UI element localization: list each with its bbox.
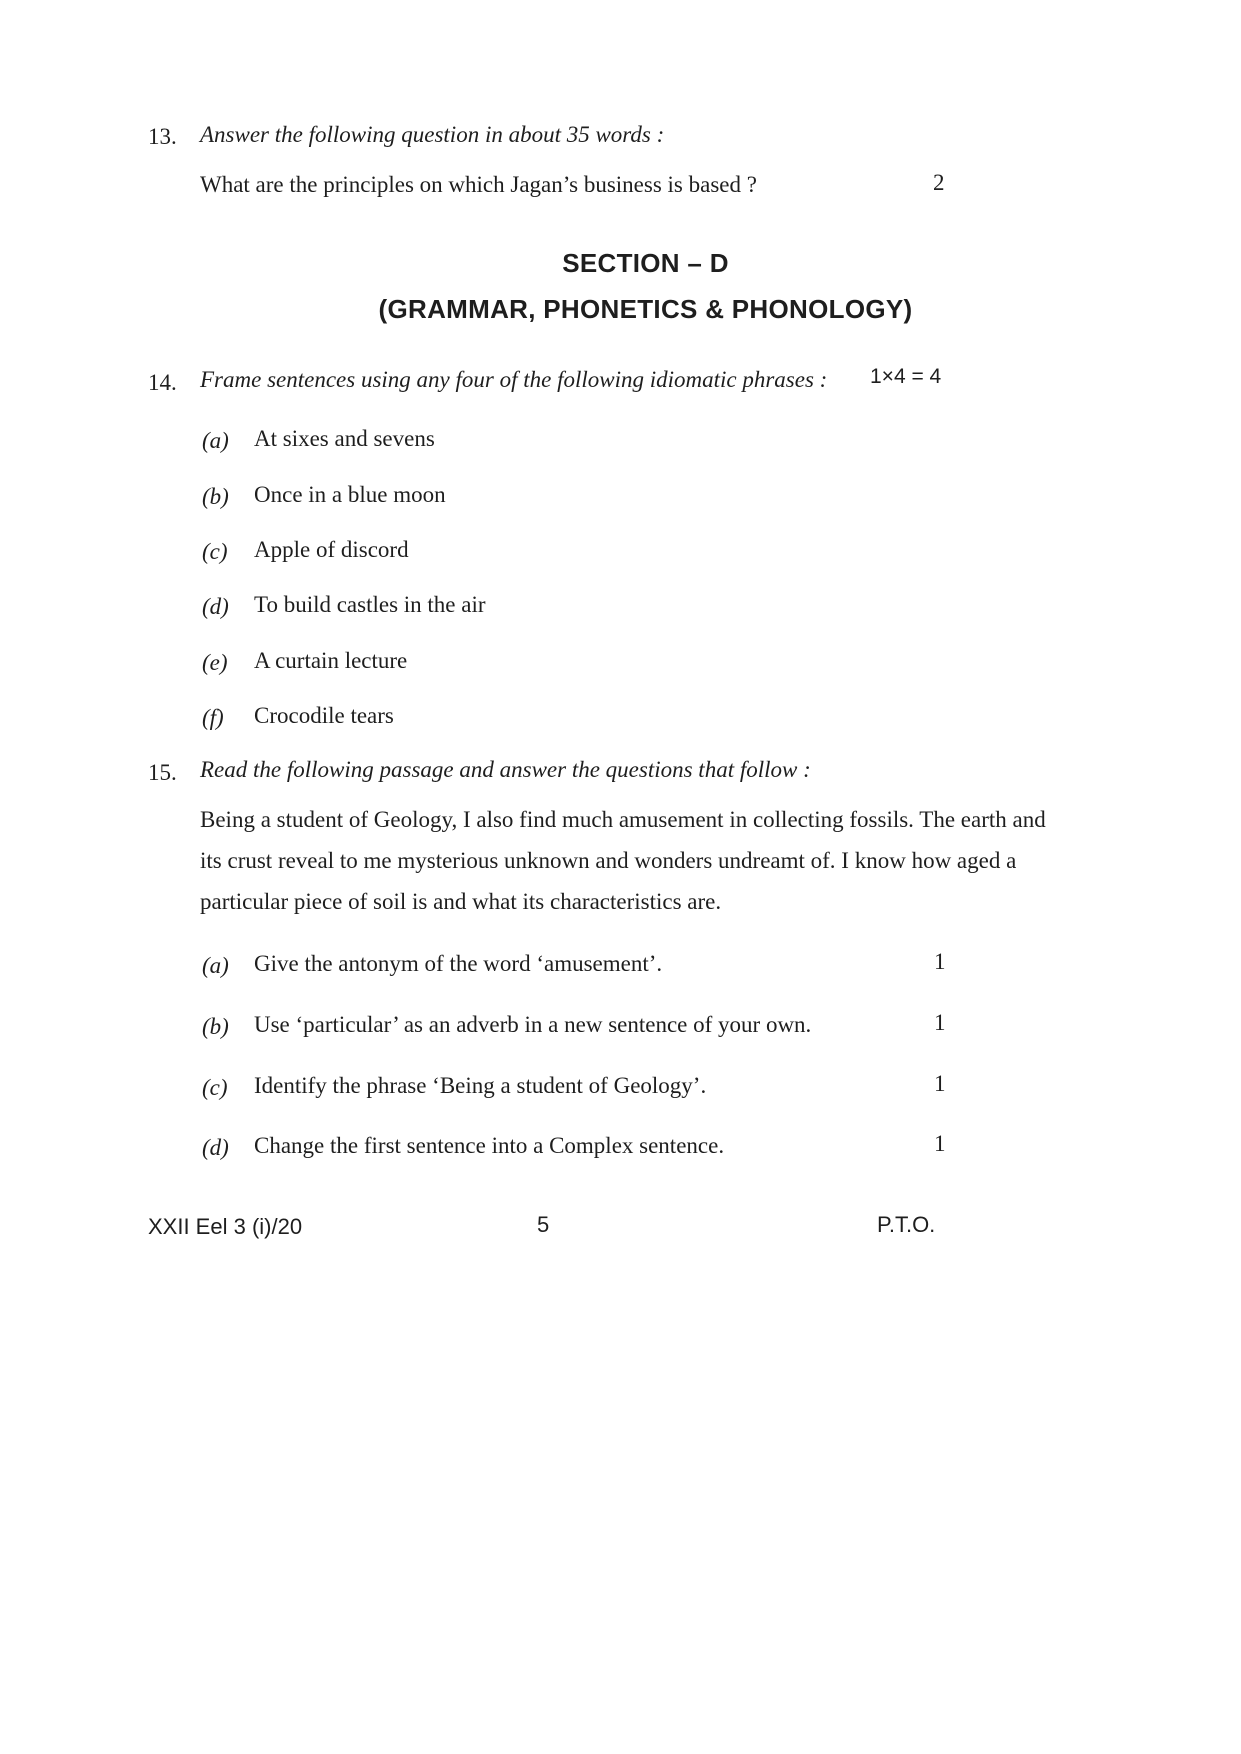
q14-item-label: (c) <box>202 539 228 564</box>
q15-item-text: Change the first sentence into a Complex sentence. <box>254 1133 725 1158</box>
q13-instruction: Answer the following question in about 35 words : <box>200 122 665 147</box>
q14-item-label: (a) <box>202 428 229 453</box>
q13-marks: 2 <box>933 170 945 195</box>
q15-item-text: Use ‘particular’ as an adverb in a new sentence of your own. <box>254 1012 812 1037</box>
q14-item-text: Crocodile tears <box>254 703 394 728</box>
q15-item-text: Identify the phrase ‘Being a student of Geology’. <box>254 1073 707 1098</box>
q14-item-label: (b) <box>202 484 229 509</box>
q15-item-marks: 1 <box>934 1071 946 1096</box>
footer-page-number: 5 <box>537 1212 550 1237</box>
q13-number: 13. <box>148 124 177 149</box>
q14-item-text: At sixes and sevens <box>254 426 435 451</box>
q15-passage: Being a student of Geology, I also find much amusement in collecting fossils. The earth and its crust reveal to me mysterious unknown and wonders undreamt of. I know how aged a particular piece of soil is and what its characteristics are. <box>200 807 1046 914</box>
q15-item-label: (d) <box>202 1135 229 1160</box>
q15-number: 15. <box>148 760 177 785</box>
q14-item-label: (d) <box>202 594 229 619</box>
q15-instruction: Read the following passage and answer the questions that follow : <box>200 757 811 782</box>
q15-item-label: (c) <box>202 1075 228 1100</box>
section-subtitle: (GRAMMAR, PHONETICS & PHONOLOGY) <box>378 294 913 324</box>
q14-item-label: (e) <box>202 650 228 675</box>
footer-code: XXII Eel 3 (i)/20 <box>148 1214 303 1239</box>
q15-item-marks: 1 <box>934 1131 946 1156</box>
q15-item-text: Give the antonym of the word ‘amusement’. <box>254 951 663 976</box>
q14-instruction: Frame sentences using any four of the following idiomatic phrases : <box>200 367 828 392</box>
q15-item-label: (b) <box>202 1014 229 1039</box>
q14-item-text: A curtain lecture <box>254 648 408 673</box>
q15-item-marks: 1 <box>934 1010 946 1035</box>
footer-pto: P.T.O. <box>877 1212 936 1237</box>
section-title: SECTION – D <box>562 248 729 278</box>
q14-number: 14. <box>148 370 177 395</box>
q14-item-text: To build castles in the air <box>254 592 486 617</box>
q13-question: What are the principles on which Jagan’s business is based ? <box>200 172 757 197</box>
q14-item-text: Once in a blue moon <box>254 482 446 507</box>
q15-item-marks: 1 <box>934 949 946 974</box>
q14-item-text: Apple of discord <box>254 537 409 562</box>
q15-item-label: (a) <box>202 953 229 978</box>
q14-marks: 1×4 = 4 <box>870 365 942 388</box>
q14-item-label: (f) <box>202 705 224 730</box>
